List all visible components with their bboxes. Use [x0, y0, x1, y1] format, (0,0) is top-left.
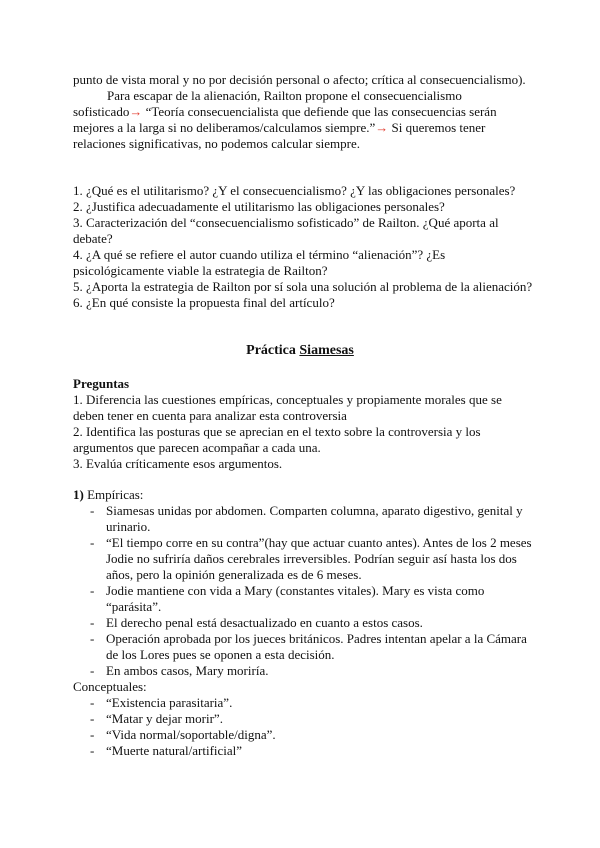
- list-item: - “Matar y dejar morir”.: [73, 711, 533, 727]
- question-item: 1. ¿Qué es el utilitarismo? ¿Y el consecuencialismo? ¿Y las obligaciones personales?: [73, 183, 516, 198]
- intro-section: [73, 72, 533, 152]
- list-item: - En ambos casos, Mary moriría.: [73, 663, 533, 679]
- question-list: [73, 183, 533, 311]
- practice-title-underlined: Siamesas: [299, 343, 354, 358]
- empiricas-label: Empíricas:: [83, 487, 144, 502]
- list-item: - Jodie mantiene con vida a Mary (constantes vitales). Mary es vista como “parásita”.: [73, 583, 533, 615]
- conceptuales-list: [73, 695, 533, 759]
- intro-text-c: Si queremos tener relaciones significativas, no podemos calcular siempre.: [73, 120, 486, 151]
- empiricas-heading: [73, 487, 533, 503]
- practice-title: [0, 343, 600, 359]
- conceptuales-heading: Conceptuales:: [73, 679, 147, 694]
- intro-paragraph: [73, 88, 533, 152]
- pregunta-item: 2. Identifica las posturas que se aprecian en el texto sobre la controversia y los argumentos que parecen acompañar a cada una.: [73, 424, 481, 455]
- practice-title-prefix: Práctica: [246, 343, 300, 358]
- list-item: - Operación aprobada por los jueces británicos. Padres intentan apelar a la Cámara de los Lores pues se oponen a esta decisión.: [73, 631, 533, 663]
- answers-section: [73, 487, 533, 759]
- empiricas-list: [73, 503, 533, 679]
- question-item: 4. ¿A qué se refiere el autor cuando utiliza el término “alienación”? ¿Es psicológicamente viable la estrategia de Railton?: [73, 247, 446, 278]
- list-item: - “Vida normal/soportable/digna”.: [73, 727, 533, 743]
- arrow-icon: →: [129, 104, 143, 119]
- intro-text-a: Para escapar de la alienación, Railton propone el consecuencialismo sofisticado: [73, 88, 462, 119]
- list-item: - Siamesas unidas por abdomen. Comparten columna, aparato digestivo, genital y urinario.: [73, 503, 533, 535]
- pregunta-item: 3. Evalúa críticamente esos argumentos.: [73, 456, 283, 471]
- question-item: 5. ¿Aporta la estrategia de Railton por sí sola una solución al problema de la alienación?: [73, 279, 533, 294]
- list-item: - “Muerte natural/artificial”: [73, 743, 533, 759]
- pregunta-item: 1. Diferencia las cuestiones empíricas, conceptuales y propiamente morales que se deben tener en cuenta para analizar esta controversia: [73, 392, 502, 423]
- list-item: - “Existencia parasitaria”.: [73, 695, 533, 711]
- list-item: - El derecho penal está desactualizado en cuanto a estos casos.: [73, 615, 533, 631]
- preguntas-heading: Preguntas: [73, 376, 130, 391]
- question-item: 6. ¿En qué consiste la propuesta final del artículo?: [73, 295, 335, 310]
- intro-line: punto de vista moral y no por decisión personal o afecto; crítica al consecuencialismo).: [73, 72, 526, 87]
- list-item: - “El tiempo corre en su contra”(hay que actuar cuanto antes). Antes de los 2 meses Jodie no sufriría daños cerebrales irreversibles. Podrían seguir así hasta los dos años, pero la opinión generalizada es de 6 meses.: [73, 535, 533, 583]
- question-item: 3. Caracterización del “consecuencialismo sofisticado” de Railton. ¿Qué aporta al debate?: [73, 215, 499, 246]
- arrow-icon: →: [375, 120, 389, 135]
- intro-text-b: “Teoría consecuencialista que defiende que las consecuencias serán mejores a la larga si no deliberamos/calculamos siempre.”: [73, 104, 497, 135]
- answer-number: 1): [73, 487, 84, 502]
- question-item: 2. ¿Justifica adecuadamente el utilitarismo las obligaciones personales?: [73, 199, 445, 214]
- preguntas-section: [73, 376, 533, 472]
